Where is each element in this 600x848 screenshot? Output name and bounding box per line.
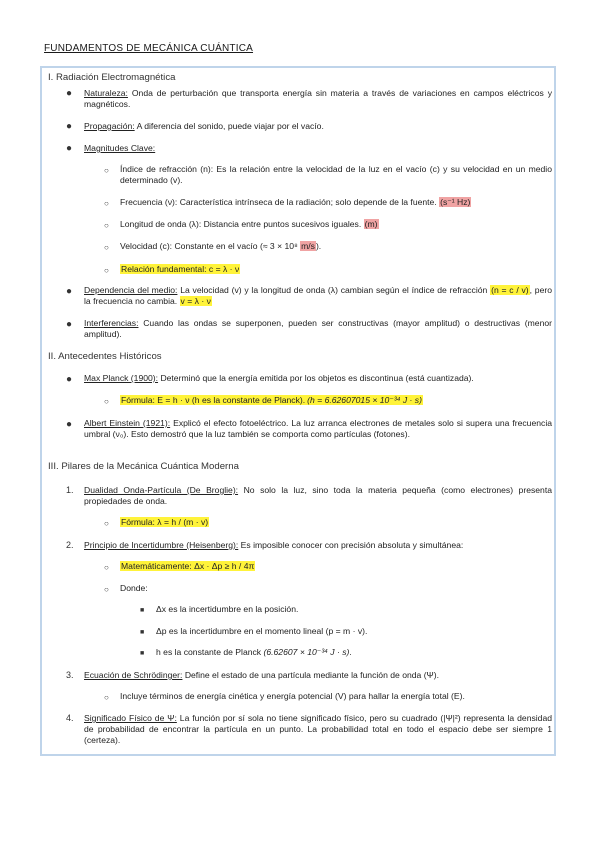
- label-donde: Donde:: [120, 583, 148, 593]
- sub-bullet-marker: ○: [104, 243, 109, 252]
- item-incertidumbre: [84, 540, 463, 551]
- sub-bullet-marker: ○: [104, 563, 109, 572]
- item-schrodinger-sub: Incluye términos de energía cinética y energía potencial (V) para hallar la energía total (E).: [120, 691, 465, 701]
- item-planck-formula: [120, 395, 423, 406]
- unit-frecuencia: (s⁻¹ Hz): [440, 197, 471, 207]
- item-h-constant: [156, 647, 352, 658]
- sub-bullet-marker: ○: [104, 199, 109, 208]
- label-naturaleza: Naturaleza:: [84, 88, 128, 98]
- text-frecuencia: Frecuencia (ν): Característica intrínseca de la radiación; solo depende de la fuente.: [120, 197, 437, 207]
- label-magnitudes: Magnitudes Clave:: [84, 143, 156, 153]
- bullet-marker: ●: [66, 121, 73, 132]
- text-longitud: Longitud de onda (λ): Distancia entre puntos sucesivos iguales.: [120, 219, 362, 229]
- item-longitud-onda: [120, 219, 379, 230]
- list-number: 2.: [66, 540, 74, 550]
- label-significado: Significado Físico de Ψ:: [84, 713, 177, 723]
- section-heading-radiation: I. Radiación Electromagnética: [48, 72, 176, 83]
- tail-h: .: [349, 647, 352, 657]
- formula-relacion: Relación fundamental: c = λ · ν: [121, 264, 240, 274]
- formula-planck: Fórmula: E = h · ν (h es la constante de Planck).: [121, 395, 306, 405]
- item-velocidad: [120, 241, 321, 252]
- label-dualidad: Dualidad Onda-Partícula (De Broglie):: [84, 485, 239, 495]
- sub-bullet-marker: ○: [104, 585, 109, 594]
- item-delta-x: Δx es la incertidumbre en la posición.: [156, 604, 299, 614]
- square-bullet-marker: ■: [140, 607, 145, 614]
- text-interferencias: Cuando las ondas se superponen, pueden ser constructivas (mayor amplitud) o destructivas (menor amplitud).: [84, 318, 552, 340]
- item-incertidumbre-math: [120, 561, 255, 572]
- list-number: 4.: [66, 713, 74, 723]
- square-bullet-marker: ■: [140, 650, 145, 657]
- bullet-marker: ●: [66, 319, 73, 330]
- label-incertidumbre: Principio de Incertidumbre (Heisenberg):: [84, 540, 239, 550]
- formula-de-broglie: Fórmula: λ = h / (m · v): [121, 517, 209, 527]
- label-einstein: Albert Einstein (1921):: [84, 418, 171, 428]
- label-schrodinger: Ecuación de Schrödinger:: [84, 670, 183, 680]
- value-h: (6.62607 × 10⁻³⁴ J · s): [263, 647, 350, 657]
- text-significado: La función por sí sola no tiene significado físico, pero su cuadrado (|Ψ|²) representa la densidad de probabilidad de encontrar la partícula en un punto. La probabilidad total en todo el espacio debe ser siempre 1 (certeza).: [84, 713, 553, 746]
- sub-bullet-marker: ○: [104, 397, 109, 406]
- list-number: 1.: [66, 485, 74, 495]
- list-number: 3.: [66, 670, 74, 680]
- item-relacion-fundamental: [120, 264, 240, 275]
- text-naturaleza: Onda de perturbación que transporta energía sin materia a través de variaciones en campos eléctricos y magnéticos.: [84, 88, 552, 110]
- tail-velocidad: ).: [315, 241, 322, 251]
- item-indice-refraccion: Índice de refracción (n): Es la relación entre la velocidad de la luz en el vacío (c) y su velocidad en un medio determinado (v).: [120, 164, 552, 186]
- label-planck: Max Planck (1900):: [84, 373, 159, 383]
- text-einstein: Explicó el efecto fotoeléctrico. La luz arranca electrones de metales solo si supera una frecuencia umbral (ν₀). Esto demostró que la luz también se comporta como partículas (fotones).: [84, 418, 553, 440]
- item-dualidad-formula: [120, 517, 209, 528]
- item-interferencias: [84, 318, 552, 340]
- bullet-marker: ●: [66, 143, 73, 154]
- sub-bullet-marker: ○: [104, 266, 109, 275]
- text-h: h es la constante de Planck: [156, 647, 262, 657]
- section-heading-antecedentes: II. Antecedentes Históricos: [48, 351, 162, 362]
- item-naturaleza: [84, 88, 552, 110]
- bullet-marker: ●: [66, 88, 73, 99]
- label-dependencia: Dependencia del medio:: [84, 285, 178, 295]
- item-delta-p: Δp es la incertidumbre en el momento lineal (p = m · v).: [156, 626, 368, 636]
- unit-longitud: (m): [364, 219, 378, 229]
- text-incertidumbre: Es imposible conocer con precisión absoluta y simultánea:: [240, 540, 464, 550]
- square-bullet-marker: ■: [140, 629, 145, 636]
- item-dependencia-medio: [84, 285, 552, 307]
- text-planck: Determinó que la energía emitida por los objetos es discontinua (está cuantizada).: [160, 373, 474, 383]
- text-dualidad: No solo la luz, sino toda la materia pequeña (como electrones) presenta propiedades de onda.: [84, 485, 553, 507]
- label-propagacion: Propagación:: [84, 121, 135, 131]
- item-planck: [84, 373, 474, 384]
- bullet-marker: ●: [66, 419, 73, 430]
- formula-heisenberg: Matemáticamente: Δx · Δp ≥ h / 4π: [121, 561, 255, 571]
- item-significado-psi: [84, 713, 552, 747]
- text-dependencia-2: , pero la frecuencia no cambia.: [84, 285, 552, 307]
- formula-indice: (n = c / v): [491, 285, 529, 295]
- bullet-marker: ●: [66, 286, 73, 297]
- sub-bullet-marker: ○: [104, 693, 109, 702]
- label-interferencias: Interferencias:: [84, 318, 139, 328]
- item-einstein: [84, 418, 552, 440]
- document-title: FUNDAMENTOS DE MECÁNICA CUÁNTICA: [44, 43, 254, 54]
- text-velocidad: Velocidad (c): Constante en el vacío (≈ 3 × 10⁸: [120, 241, 298, 251]
- text-dependencia-1: La velocidad (v) y la longitud de onda (λ) cambian según el índice de refracción: [180, 285, 488, 295]
- text-schrodinger: Define el estado de una partícula mediante la función de onda (Ψ).: [184, 670, 439, 680]
- section-heading-pilares: III. Pilares de la Mecánica Cuántica Moderna: [48, 461, 239, 472]
- item-dualidad: [84, 485, 552, 507]
- sub-bullet-marker: ○: [104, 519, 109, 528]
- sub-bullet-marker: ○: [104, 166, 109, 175]
- bullet-marker: ●: [66, 374, 73, 385]
- item-frecuencia: [120, 197, 471, 208]
- constant-planck: (h = 6.62607015 × 10⁻³⁴ J · s): [307, 395, 422, 405]
- formula-velocidad: v = λ · ν: [180, 296, 211, 307]
- item-schrodinger: [84, 670, 439, 681]
- sub-bullet-marker: ○: [104, 221, 109, 230]
- item-propagacion: [84, 121, 324, 132]
- text-propagacion: A diferencia del sonido, puede viajar por el vacío.: [136, 121, 324, 131]
- unit-velocidad: m/s: [301, 241, 315, 251]
